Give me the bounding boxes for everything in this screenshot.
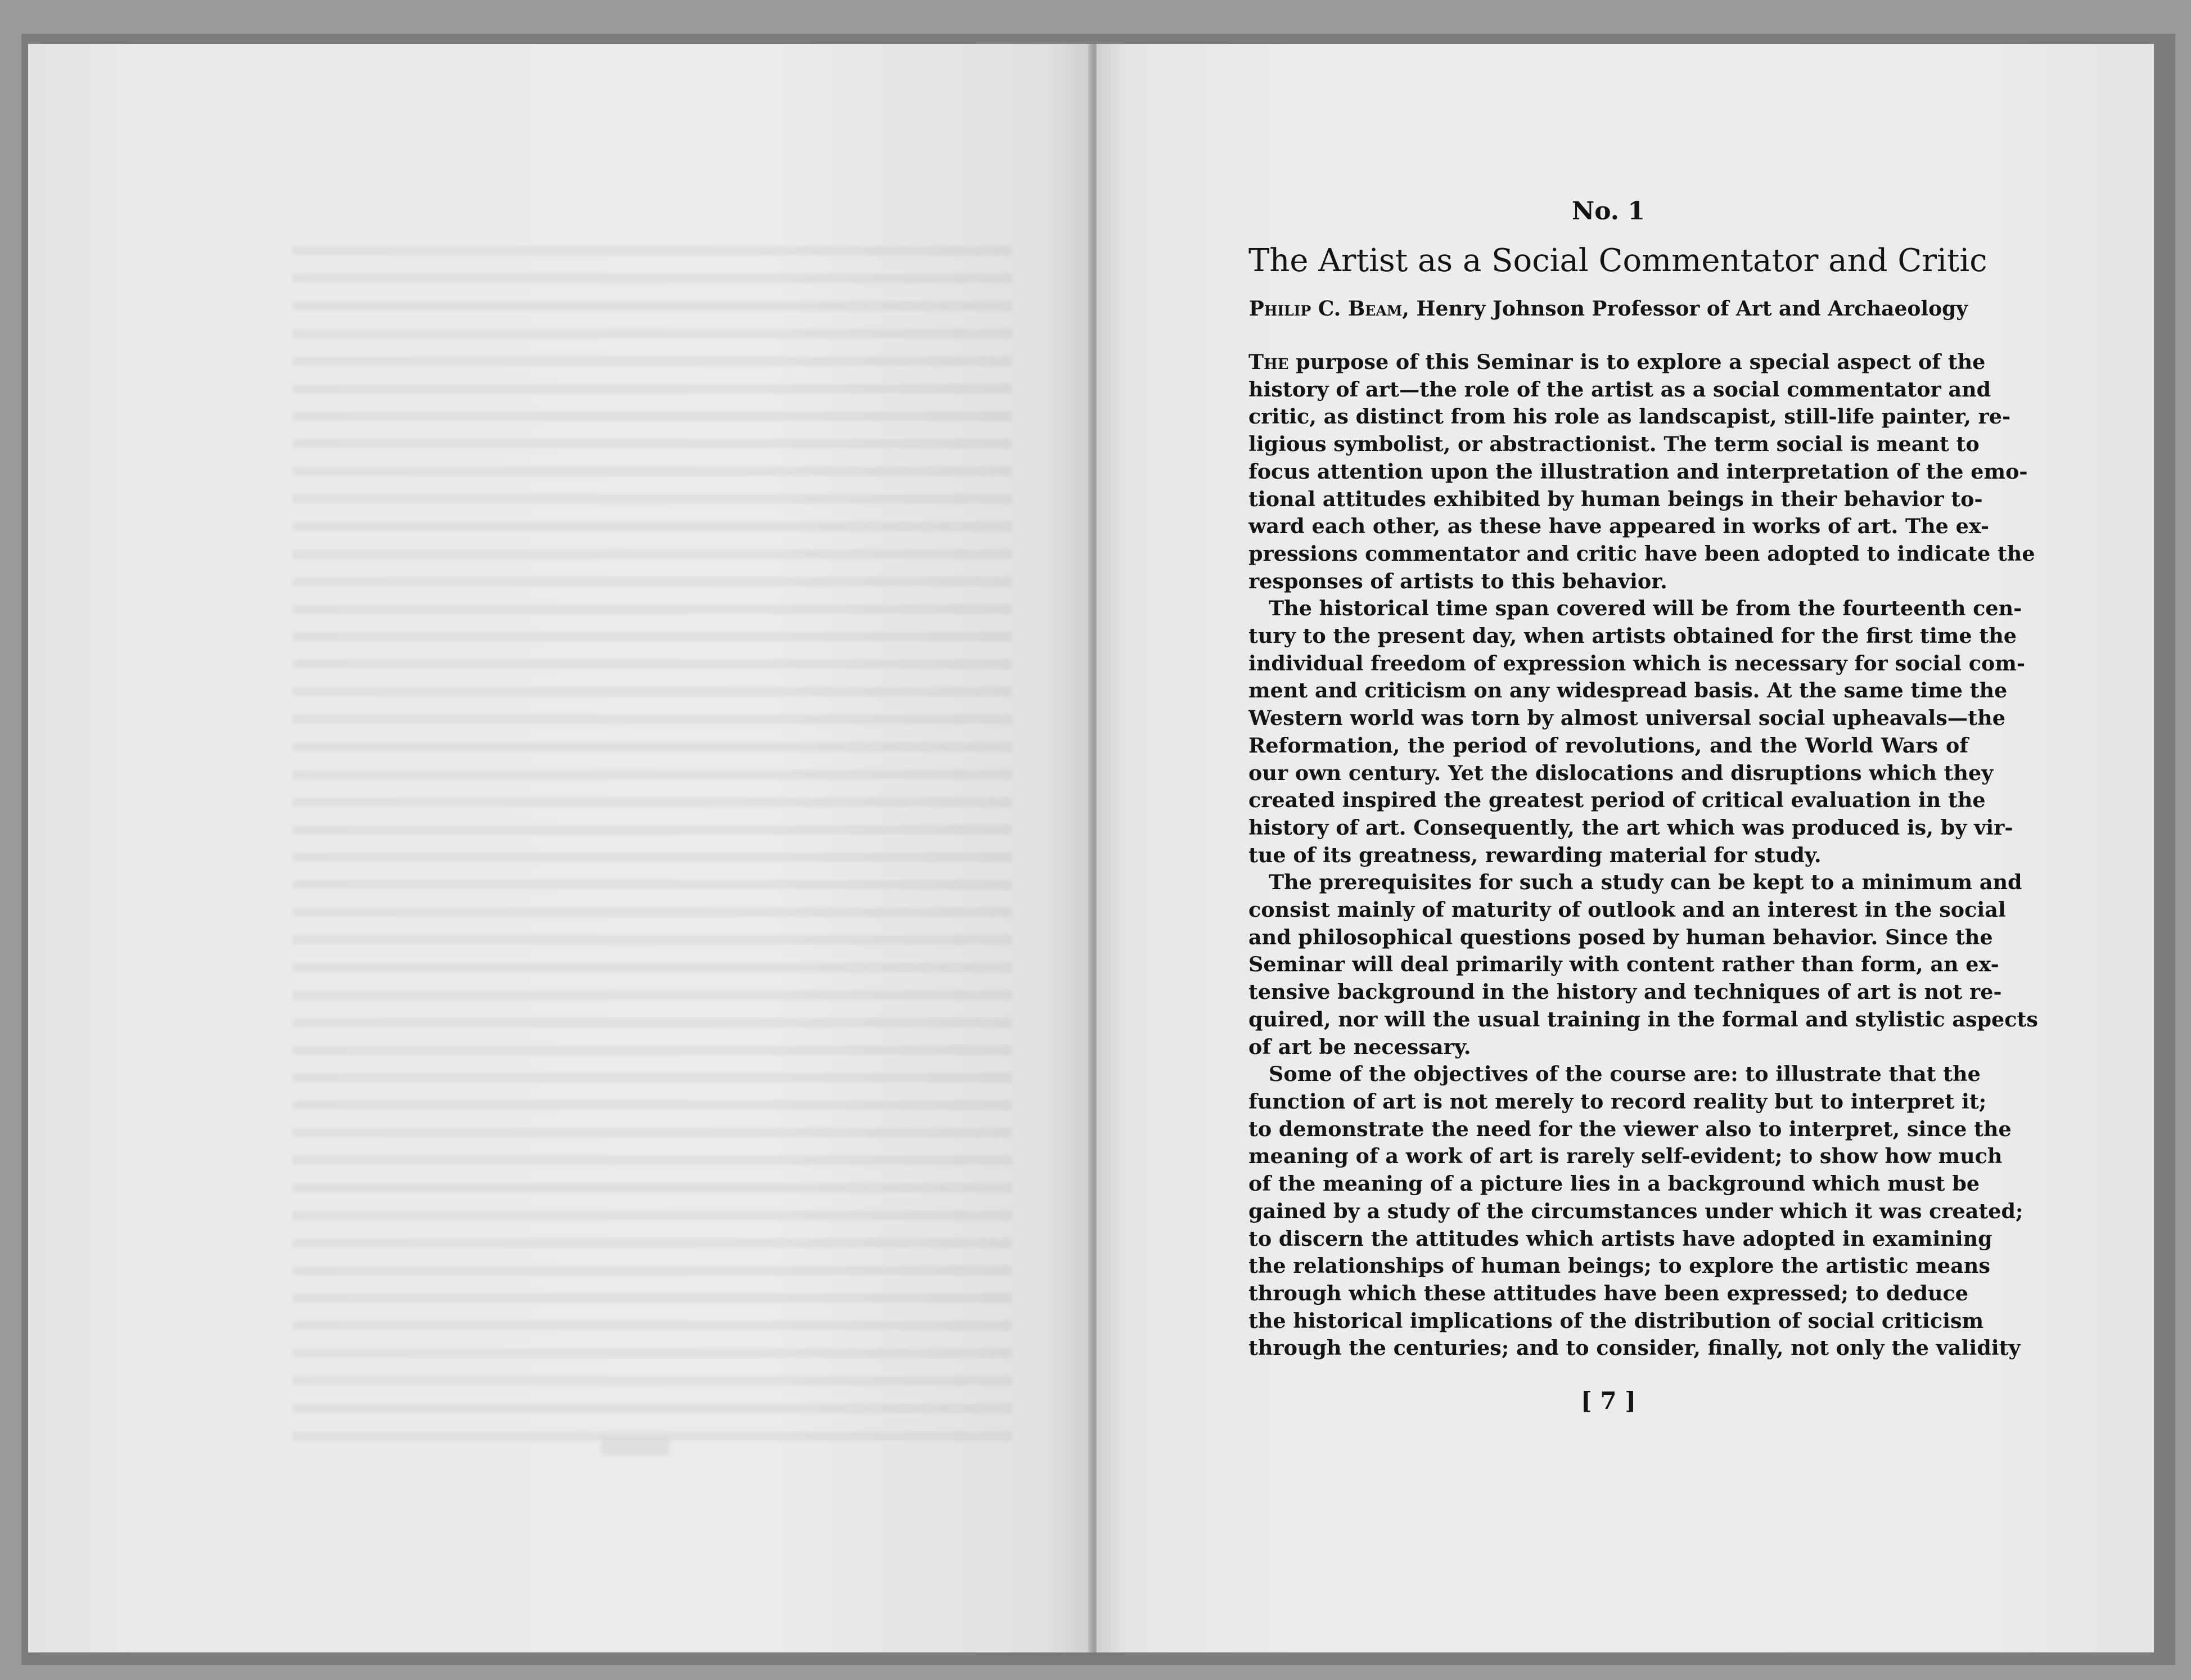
text-line: tury to the present day, when artists obtained for the first time the — [1248, 624, 2017, 648]
text-line: to demonstrate the need for the viewer also to interpret, since the — [1248, 1116, 2012, 1141]
text-line: ward each other, as these have appeared in works of art. The ex- — [1248, 514, 1990, 539]
text-line: Western world was torn by almost universal social upheavals—the — [1248, 706, 2005, 731]
text-line: our own century. Yet the dislocations and disruptions which they — [1248, 760, 1994, 785]
text-line: critic, as distinct from his role as landscapist, still-life painter, re- — [1248, 404, 2011, 429]
text-line: the relationships of human beings; to explore the artistic means — [1248, 1254, 1990, 1278]
text-line: history of art—the role of the artist as a social commentator and — [1248, 377, 1991, 402]
article-title: The Artist as a Social Commentator and Critic — [1248, 242, 1987, 279]
paragraph — [1248, 349, 2035, 595]
text-line: of the meaning of a picture lies in a background which must be — [1248, 1172, 1980, 1196]
text-line: consist mainly of maturity of outlook and an interest in the social — [1248, 898, 2006, 922]
text-line: function of art is not merely to record reality but to interpret it; — [1248, 1089, 1987, 1114]
text-line: meaning of a work of art is rarely self-evident; to show how much — [1248, 1144, 2003, 1169]
article — [1248, 197, 2038, 1415]
seminar-number: No. 1 — [1571, 197, 1645, 226]
text-line: Some of the objectives of the course are: to illustrate that the — [1269, 1062, 1981, 1087]
lead-word: The — [1248, 350, 1289, 374]
text-line: ment and criticism on any widespread basis. At the same time the — [1248, 678, 2008, 703]
paragraph — [1248, 595, 2026, 869]
text-line: tensive background in the history and techniques of art is not re- — [1248, 980, 2002, 1005]
text-line: the historical implications of the distribution of social criticism — [1248, 1308, 1984, 1333]
text-line: history of art. Consequently, the art which was produced is, by vir- — [1248, 815, 2013, 840]
text-line: The purpose of this Seminar is to explore a special aspect of the — [1248, 350, 1986, 374]
text-line: The prerequisites for such a study can be kept to a minimum and — [1269, 870, 2022, 895]
text-line: through which these attitudes have been expressed; to deduce — [1248, 1281, 1968, 1305]
text-line: tue of its greatness, rewarding material for study. — [1248, 843, 1822, 867]
author-position: Henry Johnson Professor of Art and Archaeology — [1416, 297, 1968, 321]
text-line: of art be necessary. — [1248, 1034, 1471, 1059]
text-line: through the centuries; and to consider, finally, not only the validity — [1248, 1336, 2021, 1361]
text-line: The historical time span covered will be from the fourteenth cen- — [1269, 596, 2022, 621]
text-line: responses of artists to this behavior. — [1248, 569, 1667, 593]
left-page — [28, 44, 1091, 1652]
text-line: and philosophical questions posed by human behavior. Since the — [1248, 925, 1993, 949]
author-name: Philip C. Beam, — [1248, 297, 1409, 321]
text-line: focus attention upon the illustration and interpretation of the emo- — [1248, 459, 2028, 484]
show-through-text — [292, 235, 1012, 1444]
text-line: to discern the attitudes which artists have adopted in examining — [1248, 1226, 1992, 1251]
text-line: ligious symbolist, or abstractionist. The term social is meant to — [1248, 432, 1980, 457]
byline — [1248, 297, 1968, 321]
body-text — [1248, 349, 2038, 1362]
text-line: Seminar will deal primarily with content rather than form, an ex- — [1248, 952, 1999, 977]
text-line: Reformation, the period of revolutions, and the World Wars of — [1248, 733, 1968, 758]
page-number: [ 7 ] — [1580, 1387, 1637, 1415]
text-line: created inspired the greatest period of critical evaluation in the — [1248, 788, 1986, 813]
text-line: gained by a study of the circumstances under which it was created; — [1248, 1199, 2023, 1223]
paragraph — [1248, 869, 2038, 1061]
paragraph — [1248, 1061, 2023, 1362]
text-line: quired, nor will the usual training in the formal and stylistic aspects — [1248, 1007, 2038, 1032]
text-line: pressions commentator and critic have been adopted to indicate the — [1248, 541, 2035, 566]
show-through-folio — [602, 1439, 669, 1456]
text-line: individual freedom of expression which is necessary for social com- — [1248, 651, 2026, 675]
text-line: tional attitudes exhibited by human beings in their behavior to- — [1248, 487, 1983, 511]
